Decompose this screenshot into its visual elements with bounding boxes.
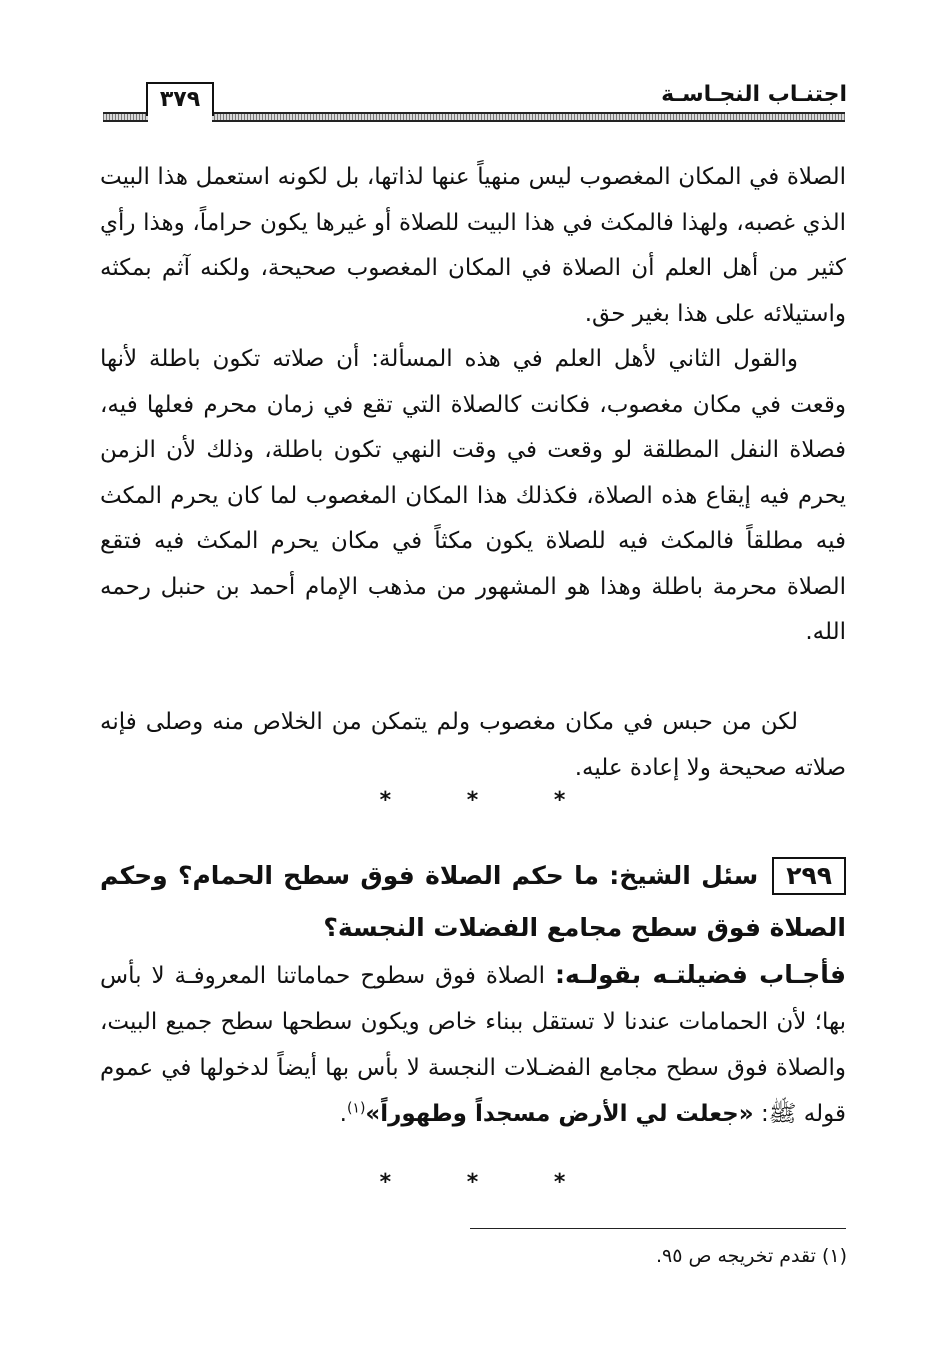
header-rule [103,112,845,122]
hadith-quote: «جعلت لي الأرض مسجداً وطهوراً» [365,1101,754,1127]
footnote-text: (١) تقدم تخريجه ص ٩٥. [655,1245,847,1267]
page-number: ٣٧٩ [146,82,214,116]
answer-block [100,952,846,1137]
answer-text: الصلاة فوق سطوح حماماتنا المعروفـة لا بأس بها؛ لأن الحمامات عندنا لا تستقل ببناء خاص ويكون سطحها سطح جميع البيت، والصلاة فوق سطح مجامع الفضـلات النجسة لا بأس بها أيضاً لدخولها في عموم قوله ﷺ: [100,963,846,1127]
footnote-rule [470,1228,846,1229]
answer-end: . [339,1101,347,1127]
running-header-title: اجتنـاب النجـاسـة [661,82,847,107]
section-separator-2: * * * [379,1170,600,1195]
question-text: سئل الشيخ: ما حكم الصلاة فوق سطح الحمام؟ وحكم الصلاة فوق سطح مجامع الفضلات النجسة؟ [100,861,846,942]
paragraph-2: والقول الثاني لأهل العلم في هذه المسألة: أن صلاته تكون باطلة لأنها وقعت في مكان مغصوب، فكانت كالصلاة التي تقع في زمان محرم فعلها فيه، فصلاة النفل المطلقة لو وقعت في وقت النهي تكون باطلة، وذلك لأن الزمن يحرم فيه إيقاع هذه الصلاة، فكذلك هذا المكان المغصوب لما كان يحرم المكث فيه مطلقاً فالمكث فيه للصلاة يكون مكثاً في مكان يحرم المكث فيه فتقع الصلاة محرمة باطلة وهذا هو المشهور من مذهب الإمام أحمد بن حنبل رحمه الله. [100,346,846,645]
section-separator: * * * [379,788,600,813]
answer-lead: فأجـاب فضيلتـه بقولـه: [554,960,847,989]
paragraph-closing: لكن من حبس في مكان مغصوب ولم يتمكن من الخلاص منه وصلى فإنه صلاته صحيحة ولا إعادة عليه. [100,709,846,781]
paragraph-1: الصلاة في المكان المغصوب ليس منهياً عنها لذاتها، بل لكونه استعمل هذا البيت الذي غصبه، ولهذا فالمكث في هذا البيت للصلاة أو غيرها يكون حراماً، وهذا رأي كثير من أهل العلم أن الصلاة في المكان المغصوب صحيحة، ولكنه آثم بمكثه واستيلائه على هذا بغير حق. [100,164,846,327]
question-block [100,850,846,954]
question-number: ٢٩٩ [772,857,846,895]
section-closing [100,700,846,791]
footnote-marker: (١) [346,1100,366,1117]
section-body [100,155,846,656]
